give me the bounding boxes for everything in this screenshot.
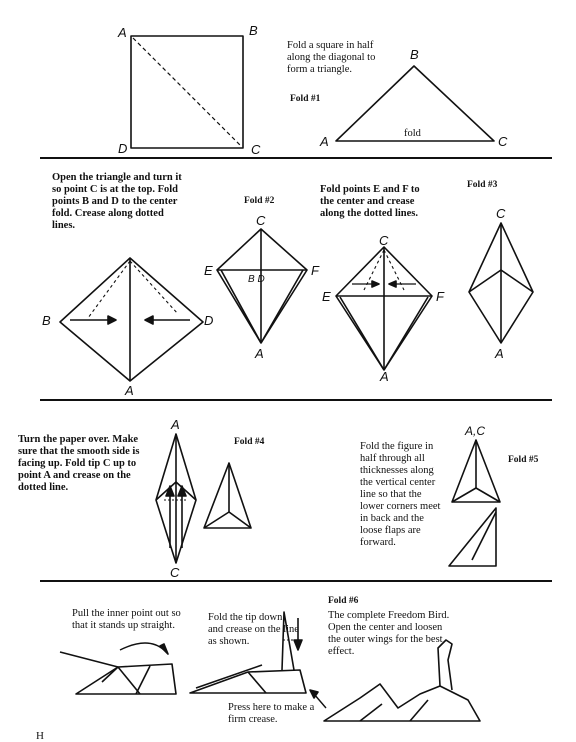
fold2-diamond-large [60, 258, 203, 381]
fold1-heading: Fold #1 [290, 94, 321, 104]
label-a-fold3: A [495, 346, 504, 361]
fold6-heading: Fold #6 [328, 596, 359, 606]
label-d-square: D [118, 141, 128, 156]
label-a-kite3: A [380, 369, 389, 384]
fold5-heading: Fold #5 [508, 455, 539, 465]
label-a-kite2: A [255, 346, 264, 361]
fold4-tall-shape [156, 434, 196, 563]
label-e-kite3: E [322, 289, 331, 304]
fold6-instruction: The complete Freedom Bird. Open the center and loosen the outer wings for the best effect. [328, 610, 450, 657]
footer-fragment: H [36, 730, 44, 742]
label-e-kite2: E [204, 263, 213, 278]
fold2-instruction: Open the triangle and turn it so point C is at the top. Fold points B and D to the center fold. Crease along dotted lines. [52, 172, 182, 231]
label-fold: fold [404, 128, 421, 139]
tip-instruction: Fold the tip down and crease on the line as shown. [208, 612, 299, 647]
label-a-diamond: A [125, 383, 134, 398]
label-c-square: C [251, 142, 261, 157]
fold3-shape [469, 223, 533, 343]
label-a-triangle: A [320, 134, 329, 149]
fold5-instruction: Fold the figure in half through all thicknesses along the vertical center line so that the lower corners meet in back and the loose flaps are forward. [360, 441, 441, 548]
label-a-square: A [118, 25, 127, 40]
fold5-triangle [452, 440, 500, 502]
fold2b-instruction: Fold points E and F to the center and crease along the dotted lines. [320, 184, 420, 219]
fold4-triangle [204, 463, 251, 528]
fold4-heading: Fold #4 [234, 437, 265, 447]
label-a-fold4: A [171, 417, 180, 432]
label-c-triangle: C [498, 134, 508, 149]
fold1-instruction: Fold a square in half along the diagonal to form a triangle. [287, 40, 376, 75]
label-b-square: B [249, 23, 258, 38]
label-c-kite2: C [256, 213, 266, 228]
label-c-fold3: C [496, 206, 506, 221]
label-f-kite3: F [436, 289, 444, 304]
fold2-heading: Fold #2 [244, 196, 275, 206]
press-instruction: Press here to make a firm crease. [228, 702, 315, 725]
label-c-kite3: C [379, 233, 389, 248]
label-d-diamond: D [204, 313, 214, 328]
fold5-half [449, 508, 496, 566]
fold4-instruction: Turn the paper over. Make sure that the smooth side is facing up. Fold tip C up to point A and crease on the dotted line. [18, 434, 140, 493]
label-b-triangle: B [410, 47, 419, 62]
label-f-kite2: F [311, 263, 319, 278]
fold2b-kite [336, 247, 432, 370]
label-b-diamond: B [42, 313, 51, 328]
label-c-fold4: C [170, 565, 180, 580]
fold1-square [131, 36, 243, 148]
fold3-heading: Fold #3 [467, 180, 498, 190]
pull-shape [60, 643, 176, 694]
label-bd-kite2: B D [248, 274, 265, 285]
label-ac-fold5: A,C [465, 424, 486, 438]
fold2-kite [217, 229, 307, 343]
pull-instruction: Pull the inner point out so that it stands up straight. [72, 608, 181, 631]
